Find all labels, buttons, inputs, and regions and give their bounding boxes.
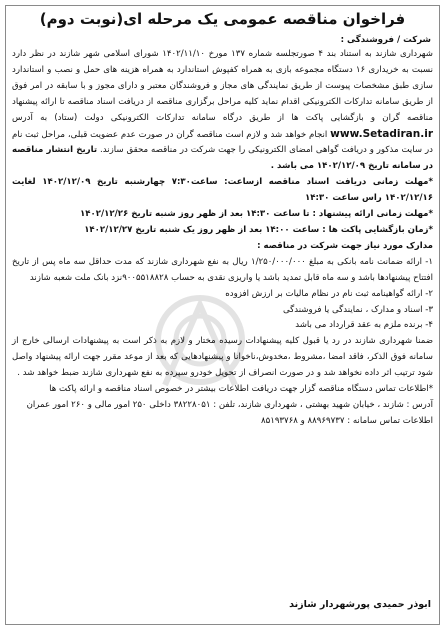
signature-line: ابوذر حمیدی پورشهردار شازند xyxy=(289,599,431,610)
contact-paragraph: *اطلاعات تماس دستگاه مناقصه گزار جهت دریافت اطلاعات بیشتر در خصوص اسناد مناقصه و ارائه پاکت ها xyxy=(49,384,433,395)
terms-paragraph: ضمنا شهرداری شازند در رد یا قبول کلیه پیشنهادات رسیده مختار و لازم به ذکر است به پیشنهادات ارسالی خارج از سامانه فوق الذکر، فاقد امضا ،مشروط ،مخدوش،ناخوانا و پیشنهادهایی که بعد از موعد مقرر جهت ارائه پیشنهاد واصل شود ترتیب اثر داده نخواهد شد و در صورت انصراف از تحویل خودرو سپرده به نفع شهرداری شازند ضبط خواهد شد . xyxy=(12,336,433,379)
intro-paragraph xyxy=(12,47,433,175)
address-line: آدرس : شازند ، خیابان شهید بهشتی ، شهرداری شازند، تلفن : ۳۸۲۲۸۰۵۱ داخلی ۲۵۰ امور مالی و ۲۶۰ امور عمران xyxy=(26,399,433,410)
submit-deadline: *مهلت زمانی ارائه پیشنهاد : تا ساعت ۱۴:۳۰ بعد از ظهر روز شنبه تاریخ ۱۴۰۲/۱۲/۲۶ xyxy=(80,209,433,220)
website-link[interactable]: www.Setadiran.ir xyxy=(330,127,433,140)
receive-deadline: *مهلت زمانی دریافت اسناد مناقصه ازساعت: ساعت۷:۳۰ چهارشنبه تاریخ ۱۴۰۲/۱۲/۰۹ لغایت ۱۴۰۲/۱۲/۱۶ راس ساعت ۱۴:۳۰ xyxy=(12,177,433,204)
requirement-item-1: ۱- ارائه ضمانت نامه بانکی به مبلغ ۱/۲۵۰/۰۰۰/۰۰۰ ریال به نفع شهرداری شازند که مدت حداقل سه ماه پس از تاریخ افتتاح پیشنهادها باشد و سه ماه قابل تمدید باشد یا واریزی نقدی به حساب ۹۰۰۵۵۱۸۸۲۸نزد بانک ملت شعبه شازند xyxy=(12,256,433,283)
opening-time: *زمان بازگشایی پاکت ها : ساعت ۱۴:۰۰ بعد از ظهر روز یک شنبه تاریخ ۱۴۰۲/۱۲/۲۷ xyxy=(84,224,433,235)
publish-date: تاریخ انتشار مناقصه در سامانه تاریخ ۱۴۰۲/۱۲/۰۹ می باشد . xyxy=(12,145,433,172)
requirement-item-4: ۴- برنده ملزم به عقد قرارداد می باشد xyxy=(295,320,433,331)
documents-heading: مدارک مورد نیاز جهت شرکت در مناقصه : xyxy=(257,240,433,251)
intro-text-continued: انجام خواهد شد و لازم است مناقصه گران در صورت عدم عضویت قبلی، مراحل ثبت نام در سایت مذکور و دریافت گواهی امضای الکترونیکی را جهت شرکت در مناقصه محقق سازند. xyxy=(12,129,433,156)
intro-text: شهرداری شازند به استناد بند ۴ صورتجلسه شماره ۱۳۷ مورخ ۱۴۰۲/۱۱/۱۰ شورای اسلامی شهر شازند در نظر دارد نسبت به خریداری ۱۶ دستگاه مجموعه بازی به همراه کفپوش استاندارد به همراه هزینه های حمل و نصب و استاندارد سازی طبق مشخصات پیوست از طریق نمایندگی های مجاز و فروشندگان معتبر و دارای مجوز و با سابقه در امر فوق از طریق سامانه تدارکات الکترونیکی اقدام نماید کلیه مراحل برگزاری مناقصه از دریافت اسناد مناقصه تا ارائه پیشنهاد مناقصه گران و بازگشایی پاکت ها از طریق درگاه سامانه تدارکات الکترونیکی دولت (ستاد) به آدرس xyxy=(12,49,433,123)
requirement-item-2: ۲- ارائه گواهینامه ثبت نام در نظام مالیات بر ارزش افزوده xyxy=(225,288,433,299)
notice-title: فراخوان مناقصه عمومی یک مرحله ای(نوبت دوم) xyxy=(39,10,406,28)
requirement-item-3: ۳- اسناد و مدارک ، نمایندگی یا فروشندگی xyxy=(282,304,433,315)
company-line: شرکت / فروشندگی : xyxy=(340,35,431,45)
notice-body xyxy=(12,47,433,430)
system-contact-line: اطلاعات تماس سامانه : ۸۸۹۶۹۷۳۷ و ۸۵۱۹۳۷۶۸ xyxy=(260,415,433,426)
